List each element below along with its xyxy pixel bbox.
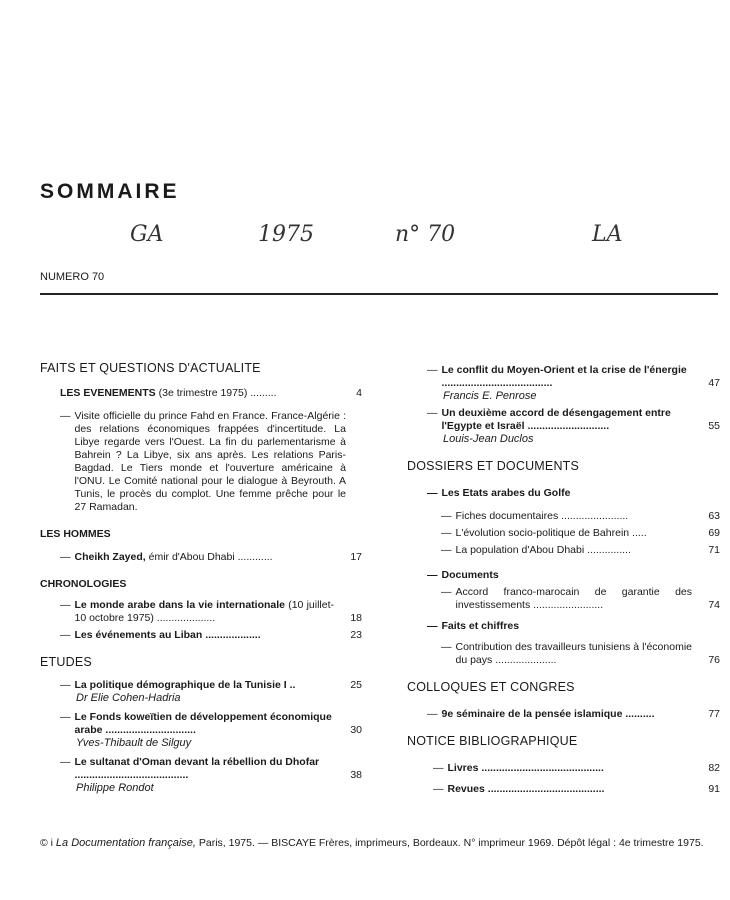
author-silguy: Yves-Thibault de Silguy	[76, 737, 192, 749]
page-number: 71	[708, 544, 720, 556]
handwritten-note-number: n° 70	[395, 222, 456, 247]
page-number: 17	[350, 551, 362, 563]
f1-title: Contribution des travailleurs tunisiens à l'économie du pays .....................	[455, 641, 692, 666]
evenements-paragraph: Visite officielle du prince Fahd en France. France-Algérie : des relations économiques frappées d'incertitude. La Libye regarde vers l'Ouest. La fin du parlementarisme à Bahrein ? La Libye, six ans après. Les relations Paris-Bagdad. Le Tiers monde et l'ouverture américaine à l'ONU. Le Comité national pour le dialogue à Beyrouth. A Tunis, le procès du complot. Une femme prêche pour le 27 Ramadan.	[74, 410, 346, 513]
section-colloques: COLLOQUES ET CONGRES	[407, 680, 575, 694]
toc-entry-accord: — Accord franco-marocain de garantie des investissements ........................ 74	[441, 586, 720, 611]
handwritten-note-ga: GA	[130, 222, 164, 247]
imprint-footer	[40, 837, 720, 850]
toc-entry-fonds-koweitien: — Le Fonds koweïtien de développement économique arabe ............................... 30	[60, 711, 362, 736]
page-title: SOMMAIRE	[40, 180, 180, 203]
faits-label: Faits et chiffres	[441, 620, 520, 632]
e2-title: Le Fonds koweïtien de développement économique arabe ...............................	[74, 711, 332, 736]
issue-number: NUMERO 70	[40, 271, 105, 283]
zayed-title: Cheikh Zayed,	[74, 551, 146, 563]
section-etudes: ETUDES	[40, 655, 92, 669]
section-faits-questions: FAITS ET QUESTIONS D'ACTUALITE	[40, 361, 261, 375]
handwritten-note-year: 1975	[258, 222, 314, 247]
g3-title: La population d'Abou Dhabi ...............	[455, 544, 631, 556]
page-number: 82	[708, 762, 720, 774]
heading-chronologies: CHRONOLOGIES	[40, 578, 127, 590]
page-number: 55	[708, 420, 720, 432]
golfe-label: Les Etats arabes du Golfe	[441, 487, 571, 499]
toc-right-column	[407, 364, 720, 796]
g2-title: L'évolution socio-politique de Bahrein .....	[455, 527, 647, 539]
section-dossiers: DOSSIERS ET DOCUMENTS	[407, 459, 580, 473]
evenements-label: LES EVENEMENTS	[60, 387, 156, 399]
publisher-name: La Documentation française,	[55, 837, 196, 849]
toc-entry-oman: — Le sultanat d'Oman devant la rébellion du Dhofar ....................................... 38	[60, 756, 362, 781]
heading-documents: — Documents	[427, 569, 499, 581]
author-penrose: Francis E. Penrose	[443, 390, 537, 402]
page-number: 76	[708, 654, 720, 666]
page-number: 38	[350, 769, 362, 781]
r2-title: Un deuxième accord de désengagement entre l'Egypte et Israël ............................	[441, 407, 671, 432]
handwritten-note-la: LA	[592, 222, 623, 247]
author-rondot: Philippe Rondot	[76, 782, 154, 794]
toc-entry-evenements	[60, 387, 362, 400]
livres-title: Livres ..........................................	[447, 762, 604, 774]
chrono1-title: Le monde arabe dans la vie internationale	[74, 599, 286, 611]
chrono2-title: Les événements au Liban ...................	[74, 629, 261, 641]
copyright-mark: © i	[40, 837, 53, 849]
toc-entry-seminaire: — 9e séminaire de la pensée islamique .......... 77	[427, 708, 720, 720]
toc-entry-travailleurs: — Contribution des travailleurs tunisiens à l'économie du pays ..................... 76	[441, 641, 720, 666]
r1-title: Le conflit du Moyen-Orient et la crise de l'énergie ......................................	[441, 364, 687, 389]
author-cohen-hadria: Dr Elie Cohen-Hadria	[76, 692, 181, 704]
toc-entry-livres: — Livres .......................................... 82	[433, 762, 720, 774]
page-number: 74	[708, 599, 720, 611]
evenements-dates: (3e trimestre 1975) .........	[158, 387, 277, 399]
evenements-summary: — Visite officielle du prince Fahd en France. France-Algérie : des relations économiques frappées d'incertitude. La Libye regarde vers l'Ouest. La fin du parlementarisme à Bahrein ? La Libye, six ans après. Les relations Paris-Bagdad. Le Tiers monde et l'ouverture américaine à l'ONU. Le Comité national pour le dialogue à Beyrouth. A Tunis, le procès du complot. Une femme prêche pour le 27 Ramadan.	[60, 410, 362, 514]
toc-left-column	[40, 362, 362, 795]
heading-golfe: — Les Etats arabes du Golfe	[427, 487, 571, 499]
c1-title: 9e séminaire de la pensée islamique ..........	[441, 708, 655, 720]
toc-entry-chrono-monde: — Le monde arabe dans la vie internationale (10 juillet-10 octobre 1975) .................... 18	[60, 599, 362, 624]
page-number: 25	[350, 679, 362, 691]
zayed-rest: émir d'Abou Dhabi ............	[148, 551, 273, 563]
page-number: 91	[708, 783, 720, 795]
page-number: 23	[350, 629, 362, 641]
header-divider	[40, 293, 718, 295]
page-number: 69	[708, 527, 720, 539]
toc-entry-conflit: — Le conflit du Moyen-Orient et la crise de l'énergie ...................................... 47	[427, 364, 720, 389]
toc-entry-fiches: — Fiches documentaires ....................... 63	[441, 510, 720, 522]
page-number: 47	[708, 377, 720, 389]
toc-entry-abou-dhabi: — La population d'Abou Dhabi ............... 71	[441, 544, 720, 556]
page-number: 4	[356, 387, 362, 399]
page-number: 63	[708, 510, 720, 522]
d1-title: Accord franco-marocain de garantie des investissements ........................	[455, 586, 692, 611]
imprint-details: Paris, 1975. — BISCAYE Frères, imprimeurs, Bordeaux. N° imprimeur 1969. Dépôt légal : 4e trimestre 1975.	[198, 837, 704, 849]
toc-entry-desengagement: — Un deuxième accord de désengagement entre l'Egypte et Israël ............................ 55	[427, 407, 720, 432]
toc-entry-zayed: — Cheikh Zayed, émir d'Abou Dhabi ............ 17	[60, 551, 362, 563]
heading-les-hommes: LES HOMMES	[40, 528, 111, 540]
page-number: 30	[350, 724, 362, 736]
e3-title: Le sultanat d'Oman devant la rébellion du Dhofar .......................................	[74, 756, 320, 781]
revues-title: Revues ........................................	[447, 783, 605, 795]
g1-title: Fiches documentaires .......................	[455, 510, 629, 522]
toc-entry-chrono-liban: — Les événements au Liban ................... 23	[60, 629, 362, 641]
docs-label: Documents	[441, 569, 499, 581]
toc-entry-tunisie: — La politique démographique de la Tunisie I .. 25	[60, 679, 362, 691]
chrono1-rest: (10 juillet-10 octobre 1975) ....................	[74, 599, 334, 624]
author-duclos: Louis-Jean Duclos	[443, 433, 534, 445]
toc-entry-bahrein: — L'évolution socio-politique de Bahrein ..... 69	[441, 527, 720, 539]
e1-title: La politique démographique de la Tunisie I ..	[74, 679, 296, 691]
section-notice: NOTICE BIBLIOGRAPHIQUE	[407, 734, 578, 748]
page-number: 18	[350, 612, 362, 624]
page-number: 77	[708, 708, 720, 720]
heading-faits-chiffres: — Faits et chiffres	[427, 620, 520, 632]
toc-entry-revues: — Revues ........................................ 91	[433, 783, 720, 795]
